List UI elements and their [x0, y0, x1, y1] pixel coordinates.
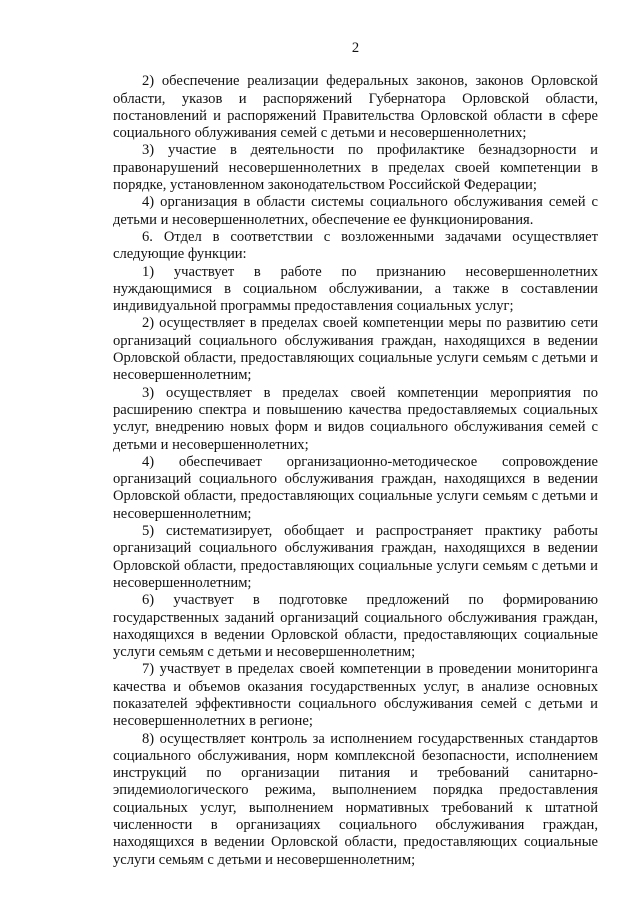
- paragraph-item-2-ensure-laws: 2) обеспечение реализации федеральных законов, законов Орловской области, указов и распоряжений Губернатора Орловской области, постановлений и распоряжений Правительства Орловской области в сфере социального облуживания семей с детьми и несовершеннолетних;: [113, 73, 598, 142]
- paragraph-item-4-organization: 4) организация в области системы социального обслуживания семей с детьми и несовершеннолетних, обеспечение ее функционирования.: [113, 194, 598, 228]
- paragraph-function-7: 7) участвует в пределах своей компетенции в проведении мониторинга качества и объемов оказания государственных услуг, в анализе основных показателей эффективности социального обслуживания семей с детьми и несовершеннолетних в регионе;: [113, 661, 598, 730]
- paragraph-function-4: 4) обеспечивает организационно-методическое сопровождение организаций социального обслуживания граждан, находящихся в ведении Орловской области, предоставляющих социальные услуги семьям с детьми и несовершеннолетним;: [113, 453, 598, 522]
- paragraph-function-8: 8) осуществляет контроль за исполнением государственных стандартов социального обслуживания, норм комплексной безопасности, исполнением инструкций по организации питания и требований санитарно-эпидемиологического режима, выполнением порядка предоставления социальных услуг, выполнением нормативных требований к штатной численности в организациях социального обслуживания граждан, находящихся в ведении Орловской области, предоставляющих социальные услуги семьям с детьми и несовершеннолетним;: [113, 730, 598, 868]
- paragraph-function-3: 3) осуществляет в пределах своей компетенции мероприятия по расширению спектра и повышению качества предоставляемых социальных услуг, внедрению новых форм и видов социального обслуживания семей с детьми и несовершеннолетних;: [113, 384, 598, 453]
- page-number: 2: [351, 40, 360, 56]
- paragraph-function-1: 1) участвует в работе по признанию несовершеннолетних нуждающимися в социальном обслуживании, а также в составлении индивидуальной программы предоставления социальных услуг;: [113, 263, 598, 315]
- paragraph-function-2: 2) осуществляет в пределах своей компетенции меры по развитию сети организаций социального обслуживания граждан, находящихся в ведении Орловской области, предоставляющих социальные услуги семьям с детьми и несовершеннолетним;: [113, 315, 598, 384]
- paragraph-section-6-functions: 6. Отдел в соответствии с возложенными задачами осуществляет следующие функции:: [113, 228, 598, 263]
- paragraph-function-6: 6) участвует в подготовке предложений по формированию государственных заданий организаций социального обслуживания граждан, находящихся в ведении Орловской области, предоставляющих социальные услуги семьям с детьми и несовершеннолетним;: [113, 592, 598, 661]
- paragraph-function-5: 5) систематизирует, обобщает и распространяет практику работы организаций социального обслуживания граждан, находящихся в ведении Орловской области, предоставляющих социальные услуги семьям с детьми и несовершеннолетним;: [113, 523, 598, 591]
- paragraph-item-3-prevention: 3) участие в деятельности по профилактике безнадзорности и правонарушений несовершеннолетних в пределах своей компетенции в порядке, установленном законодательством Российской Федерации;: [113, 142, 598, 194]
